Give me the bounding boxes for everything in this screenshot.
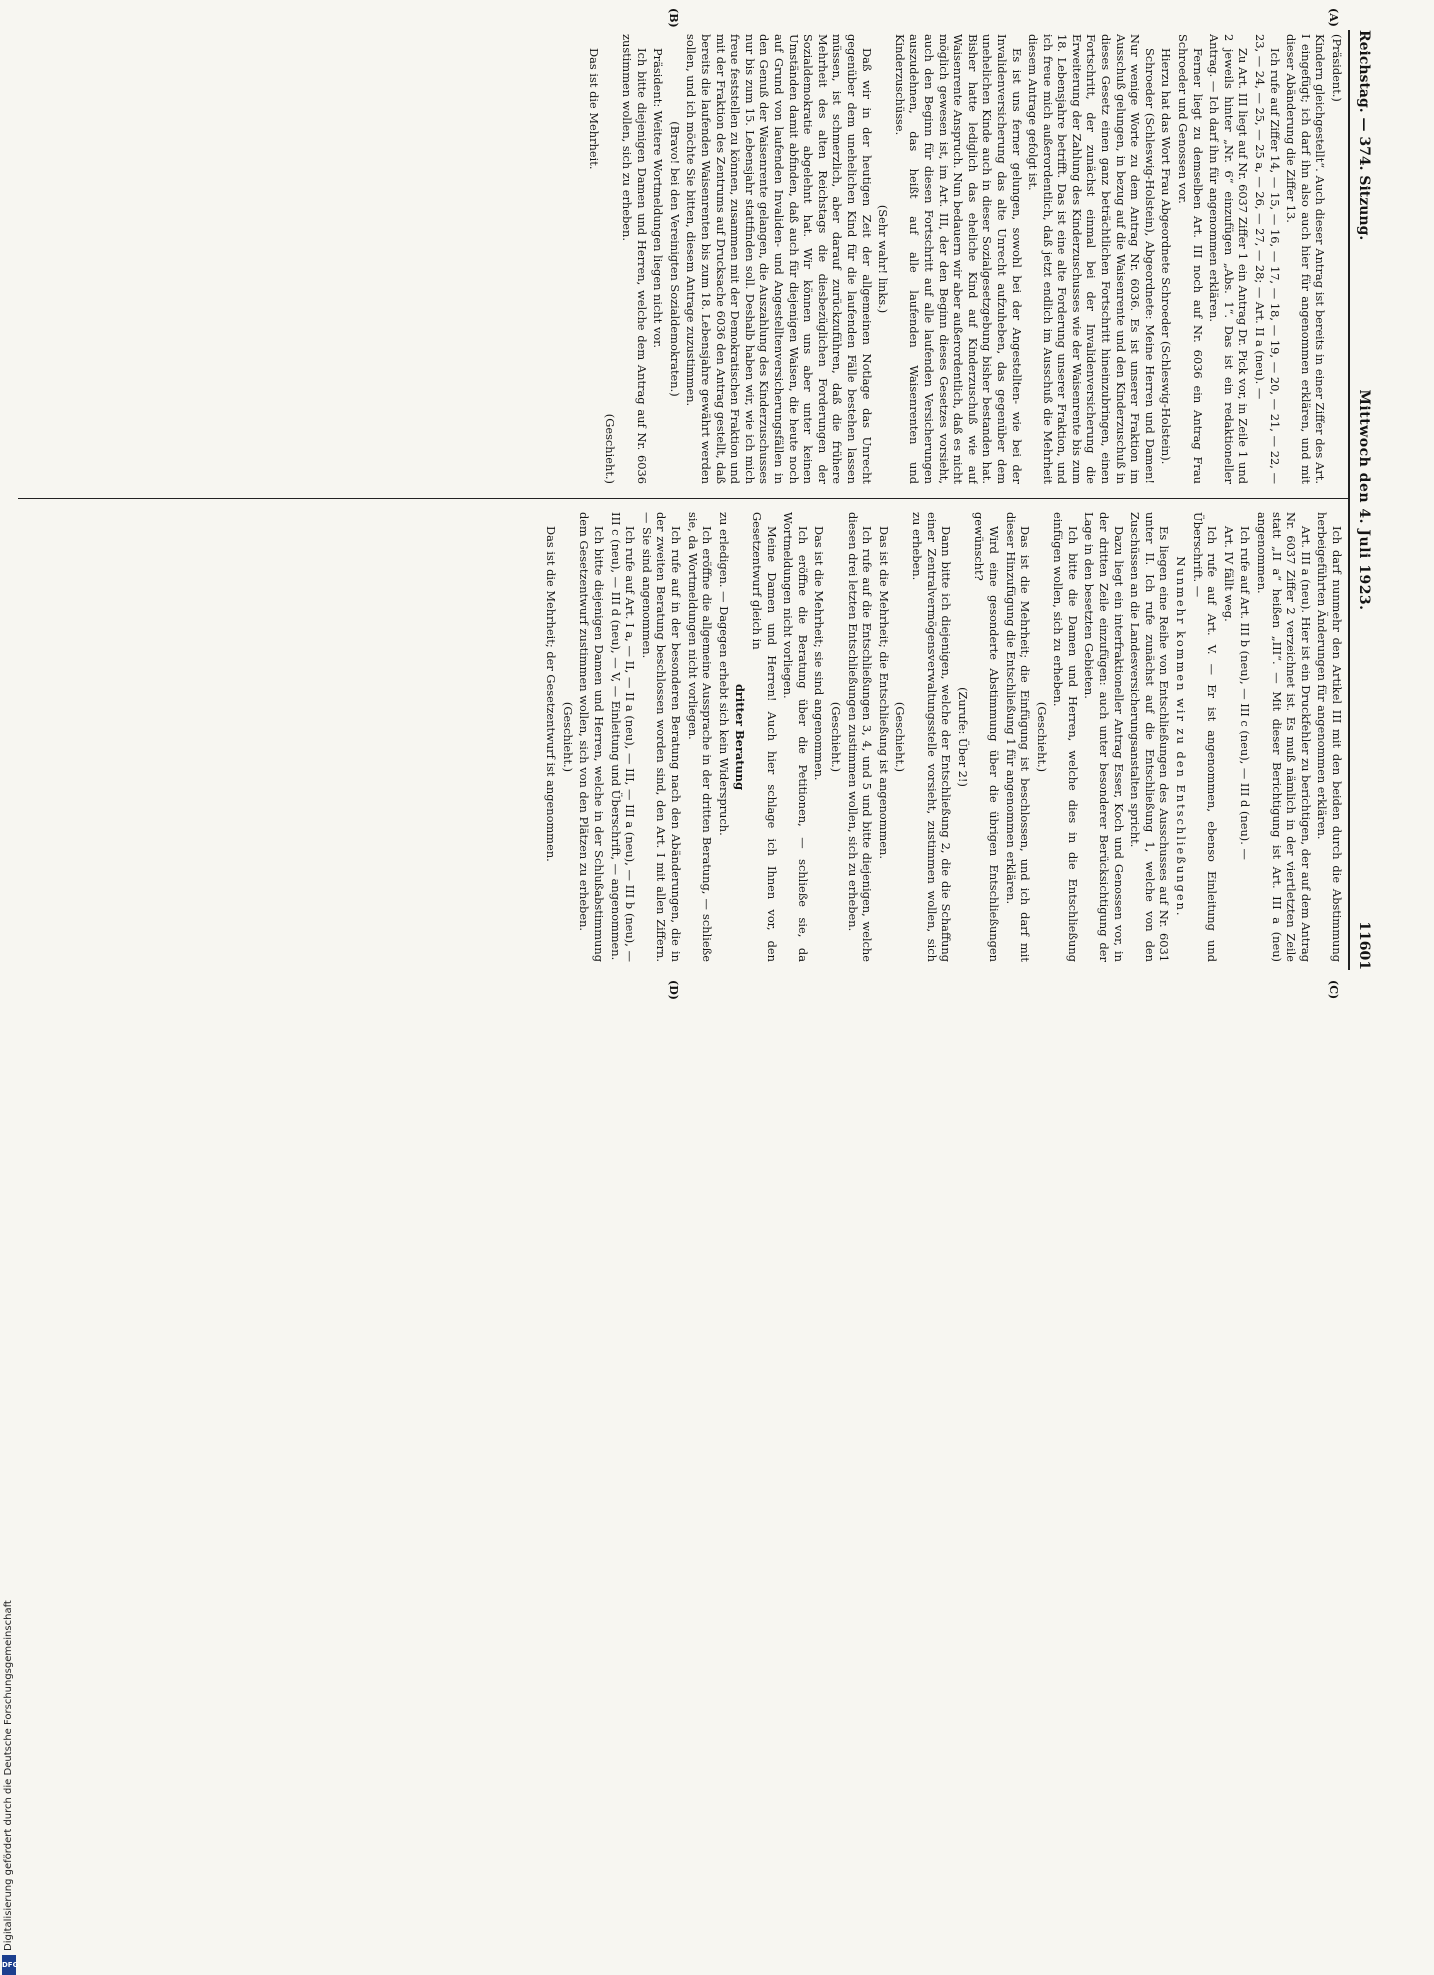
- header-left: Reichstag. — 374. Sitzung.: [1356, 30, 1372, 241]
- interjection: (Geschieht.): [560, 701, 575, 773]
- footer-text: Digitalisierung gefördert durch die Deutsche Forschungsgemeinschaft: [3, 1600, 14, 1951]
- header-rule: [1348, 30, 1350, 970]
- digitization-footer: [2, 1005, 18, 1975]
- paragraph: Ich rufe auf Art. V. — Er ist angenommen, ebenso Einleitung und Überschrift. —: [1190, 512, 1220, 962]
- margin-mark-d: (D): [667, 980, 680, 1000]
- paragraph: Ich rufe auf Ziffer 14, — 15, — 16, — 17, — 18, — 19, — 20, — 21, — 22, — 23, — 24, — 25, — 25 a, — 26, — 27, — 28; — Art. II a (neu). —: [1253, 34, 1282, 484]
- paragraph: Dann bitte ich diejenigen, welche der Entschließung 2, die die Schaffung einer Zentralvermögensverwaltungsstelle vorsieht, zustimmen wollen, sich zu erheben.: [909, 512, 954, 962]
- paragraph: Kindern gleichgestellt“. Auch dieser Antrag ist bereits in einer Ziffer des Art. I eingefügt; ich darf ihn also auch hier für angenommen erklären, und mit dieser Abänderung die Ziffer 13.: [1284, 34, 1328, 484]
- paragraph: Das ist die Mehrheit; die Einfügung ist beschlossen, und ich darf mit dieser Hinzufügung die Entschließung 1 für angenommen erklären.: [1003, 512, 1033, 962]
- margin-mark-c: (C): [1327, 980, 1340, 1000]
- page-number: 11601: [1356, 921, 1372, 970]
- paragraph: Ich eröffne die Beratung über die Petitionen, — schließe sie, da Wortmeldungen nicht vorliegen.: [781, 512, 810, 962]
- paragraph: (Präsident.): [1330, 34, 1344, 102]
- paragraph: Art. III a (neu). Hier ist ein Druckfehler zu berichtigen, der auf dem Antrag Nr. 6037 Ziffer 2 verzeichnet ist. Es muß nämlich in der viertletzten Zeile statt „II a“ heißen „III“. — Mit dieser Berichtigung ist Art. III a (neu) angenommen.: [1255, 512, 1313, 962]
- paragraph: Ich bitte diejenigen Damen und Herren, welche dem Antrag auf Nr. 6036 zustimmen wollen, sich zu erheben.: [620, 34, 649, 484]
- interjection: (Bravo! bei den Vereinigten Sozialdemokraten.): [667, 121, 682, 397]
- interjection: (Sehr wahr! links.): [876, 204, 891, 314]
- paragraph: zu erledigen. — Dagegen erhebt sich kein Widerspruch.: [716, 512, 731, 836]
- paragraph: Es liegen eine Reihe von Entschließungen des Ausschusses auf Nr. 6031 unter II. Ich rufe zunächst auf die Entschließung 1, welche von den Zuschüssen an die Landesversicherungsanstalten spricht.: [1128, 512, 1172, 962]
- paragraph: Es ist uns ferner gelungen, sowohl bei der Angestellten- wie bei der Invalidenversicherung das alte Unrecht aufzuheben, das gegenüber dem unehelichen Kinde auch in dieser Sozialgesetzgebung bisher bestanden hat. Bisher hatte lediglich das eheliche Kind auf Kinderzuschuß wie auf Waisenrente Anspruch. Nun bedauern wir aber außerordentlich, daß es nicht möglich gewesen ist, im Art. III, der den Beginn dieses Gesetzes vorsieht, auch den Beginn für diesen Fortschritt auf alle laufenden Versicherungen auszudehnen, das heißt auf alle laufenden Waisenrenten und Kinderzuschüsse.: [892, 34, 1024, 484]
- paragraph: Ich eröffne die allgemeine Aussprache in der dritten Beratung, — schließe sie, da Wortmeldungen nicht vorliegen.: [685, 512, 715, 962]
- speaker-paragraph: Schroeder (Schleswig-Holstein), Abgeordnete: Meine Herren und Damen! Nur wenige Worte zu dem Antrag Nr. 6036. Es ist unserer Fraktion im Ausschuß gelungen, in bezug auf die Waisenrente und den Kinderzuschuß in dieses Gesetz einen ganz beträchtlichen Fortschritt hineinzubringen, einen Fortschritt, der zunächst einmal bei der Invalidenversicherung die Erweiterung der Zahlung des Kinderzuschusses wie der Waisenrente bis zum 18. Lebensjahre betrifft. Das ist eine alte Forderung unserer Fraktion, und ich freue mich außerordentlich, daß jetzt endlich im Ausschuß die Mehrheit diesem Antrage gefolgt ist.: [1026, 34, 1157, 484]
- column-divider: [18, 498, 1348, 499]
- interjection: (Geschieht.): [1034, 701, 1049, 773]
- paragraph: Das ist die Mehrheit.: [586, 48, 601, 170]
- paragraph: Ich rufe auf Art. III b (neu), — III c (neu), — III d (neu). —: [1238, 526, 1253, 860]
- header-center: Mittwoch den 4. Juli 1923.: [1356, 389, 1372, 611]
- section-heading: dritter Beratung: [733, 683, 748, 791]
- margin-mark-b: (B): [667, 8, 680, 28]
- paragraph: Dazu liegt ein interfraktioneller Antrag Esser, Koch und Genossen vor, in der dritten Zeile einzufügen: auch unter besonderer Berücksichtigung der Lage in den besetzten Gebieten.: [1082, 512, 1126, 962]
- paragraph: Zu Art. III liegt auf Nr. 6037 Ziffer 1 ein Antrag Dr. Pick vor, in Zeile 1 und 2 jeweils hinter „Nr. 6“ einzufügen „Abs. 1“. Das ist ein redaktioneller Antrag. — Ich darf ihn für angenommen erklären.: [1207, 34, 1251, 484]
- paragraph: Wird eine gesonderte Abstimmung über die übrigen Entschließungen gewünscht?: [972, 512, 1001, 962]
- paragraph: Das ist die Mehrheit; die Entschließung ist angenommen.: [876, 526, 891, 859]
- right-column: [14, 512, 1344, 962]
- paragraph: Hierzu hat das Wort Frau Abgeordnete Schroeder (Schleswig-Holstein).: [1159, 48, 1174, 465]
- rotated-page: [0, 0, 1380, 1000]
- paragraph: Art. IV fällt weg.: [1221, 526, 1236, 622]
- dfg-logo: DFG: [2, 1955, 16, 1975]
- paragraph: Ich rufe auf in der besonderen Beratung nach den Abänderungen, die in der zweiten Beratung beschlossen worden sind, den Art. I mit allen Ziffern. — Sie sind angenommen.: [639, 512, 684, 962]
- page-header: [1350, 30, 1374, 970]
- interjection: (Geschieht.): [829, 701, 843, 773]
- paragraph: Ich darf nunmehr den Artikel III mit den beiden durch die Abstimmung herbeigeführten Änderungen für angenommen erklären.: [1315, 512, 1344, 962]
- interjection: (Geschieht.): [893, 701, 908, 773]
- paragraph: Das ist die Mehrheit; der Gesetzentwurf ist angenommen.: [544, 526, 559, 862]
- paragraph: Das ist die Mehrheit; sie sind angenommen.: [812, 526, 827, 781]
- interjection: (Zurufe: Über 2!): [955, 687, 970, 787]
- margin-mark-a: (A): [1327, 8, 1340, 27]
- paragraph: Daß wir in der heutigen Zeit der allgemeinen Notlage das Unrecht gegenüber dem unehelichen Kind für die laufenden Fälle bestehen lassen müssen, ist schmerzlich, aber darauf zurückzuführen, daß die frühere Mehrheit des alten Reichstags die diesbezüglichen Forderungen der Sozialdemokratie abgelehnt hat. Wir können uns aber unter keinen Umständen damit abfinden, daß auch für diejenigen Waisen, die heute noch auf Grund von laufenden Invaliden- und Angestelltenversicherungsfällen in den Genuß der Waisenrente gelangen, die Auszahlung des Kinderzuschusses nur bis zum 15. Lebensjahr stattfinden soll. Deshalb haben wir, wie ich mich freue feststellen zu können, zusammen mit der Demokratischen Fraktion und mit der Fraktion des Zentrums auf Drucksache 6036 den Antrag gestellt, daß bereits die laufenden Waisenrenten bis zum 18. Lebensjahre gewährt werden sollen, und ich möchte Sie bitten, diesem Antrage zuzustimmen.: [684, 34, 874, 484]
- paragraph: Ich rufe auf Art. I a, — II, — II a (neu), — III, — III a (neu), — III b (neu), — III c (neu), — III d (neu), — V, — Einleitung und Überschrift, — angenommen.: [608, 512, 638, 962]
- left-column: [14, 34, 1344, 484]
- speaker-paragraph: Präsident: Weitere Wortmeldungen liegen nicht vor.: [651, 48, 666, 349]
- paragraph: Ich bitte die Damen und Herren, welche dies in die Entschließung einfügen wollen, sich zu erheben.: [1051, 512, 1080, 962]
- section-heading: Nunmehr kommen wir zu den Entschließungen.: [1174, 556, 1189, 918]
- interjection: (Geschieht.): [603, 413, 618, 484]
- paragraph: Ich rufe auf die Entschließungen 3, 4, und 5 und bitte diejenigen, welche diesen drei letzten Entschließungen zustimmen wollen, sich zu erheben.: [845, 512, 875, 962]
- paragraph: Ich bitte diejenigen Damen und Herren, welche in der Schlußabstimmung dem Gesetzentwurf zustimmen wollen, sich von den Plätzen zu erheben.: [577, 512, 607, 962]
- paragraph: Ferner liegt zu demselben Art. III noch auf Nr. 6036 ein Antrag Frau Schroeder und Genossen vor.: [1176, 34, 1205, 484]
- paragraph: Meine Damen und Herren! Auch hier schlage ich Ihnen vor, den Gesetzentwurf gleich in: [750, 512, 779, 962]
